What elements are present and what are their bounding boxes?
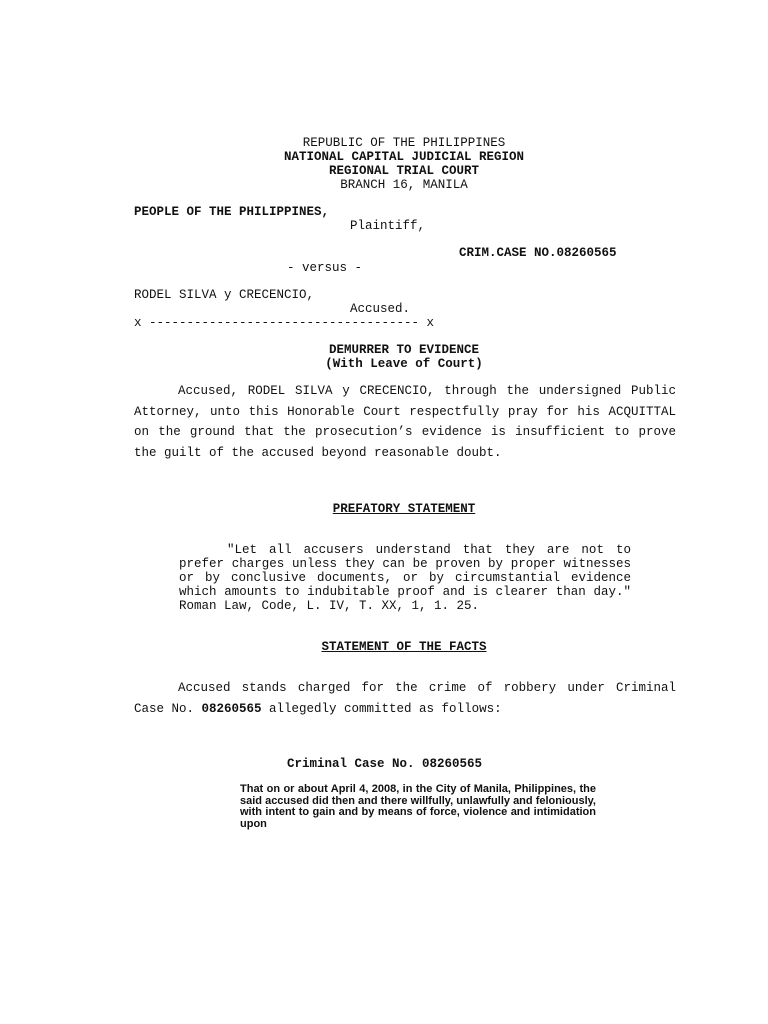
facts-text-before: Accused stands charged for the crime of robbery under Criminal Case No. [134,681,676,716]
case-number: CRIM.CASE NO.08260565 [459,246,617,260]
quote-text: "Let all accusers understand that they are not to prefer charges unless they can be proven by proper witnesses or by conclusive documents, or by circumstantial evidence which amounts to indubitable proof and is clearer than day." Roman Law, Code, L. IV, T. XX, 1, 1. 25. [179,543,631,613]
intro-text: Accused, RODEL SILVA y CRECENCIO, through the undersigned Public Attorney, unto this Honorable Court respectfully pray for his ACQUITTAL on the ground that the prosecution’s evidence is insufficient to prove the guilt of the accused beyond reasonable doubt. [134,384,676,461]
criminal-case-subheading: Criminal Case No. 08260565 [287,757,483,771]
header-republic: REPUBLIC OF THE PHILIPPINES [302,136,506,150]
document-title: DEMURRER TO EVIDENCE [328,343,480,357]
caption-separator: x ------------------------------------ x [134,316,435,330]
prefatory-heading: PREFATORY STATEMENT [332,502,476,516]
facts-paragraph [134,678,676,719]
plaintiff-role: Plaintiff, [350,219,426,233]
document-subtitle: (With Leave of Court) [325,357,483,371]
accused-role: Accused. [350,302,411,316]
facts-heading: STATEMENT OF THE FACTS [321,640,487,654]
information-text: That on or about April 4, 2008, in the City of Manila, Philippines, the said accused did then and there willfully, unlawfully and feloniously, with intent to gain and by means of force, violence and intimidation upon [240,783,596,830]
header-court: REGIONAL TRIAL COURT [328,164,480,178]
plaintiff-name: PEOPLE OF THE PHILIPPINES, [134,205,330,219]
facts-text-after: allegedly committed as follows: [261,701,502,716]
accused-name: RODEL SILVA y CRECENCIO, [134,288,315,302]
intro-paragraph [134,381,676,464]
header-branch: BRANCH 16, MANILA [340,178,468,192]
versus-label: - versus - [287,261,363,275]
facts-case-number: 08260565 [201,701,262,716]
prefatory-quote [179,543,631,613]
header-judicial-region: NATIONAL CAPITAL JUDICIAL REGION [283,150,525,164]
